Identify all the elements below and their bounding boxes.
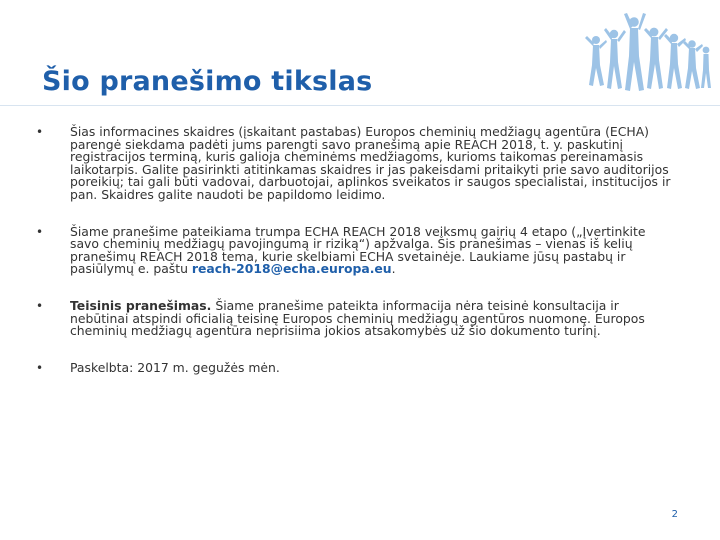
- bullet-list: [34, 126, 674, 398]
- bullet-item: [34, 297, 674, 339]
- bullet-text: Paskelbta: 2017 m. gegužės mėn.: [70, 359, 280, 375]
- bullet-dot: •: [36, 360, 44, 375]
- running-people-icon: [582, 10, 712, 100]
- title-divider: [0, 105, 720, 106]
- bullet-dot: •: [36, 125, 44, 139]
- bullet-dot: •: [36, 224, 44, 239]
- slide-title: Šio pranešimo tikslas: [42, 66, 373, 97]
- bullet-text: Šiame pranešime pateikiama trumpa ECHA REACH 2018 veiksmų gairių 4 etapo („Įvertinkite savo cheminių medžiagų pavojingumą ir riziką“) apžvalga. Šis pranešimas – vienas iš kelių pranešimų REACH 2018 tema, kurie skelbiami ECHA svetainėje. Laukiame jūsų pastabų ir pasiūlymų e. paštu: [70, 223, 646, 277]
- legal-notice-label: Teisinis pranešimas.: [70, 297, 212, 313]
- bullet-item: [34, 126, 674, 202]
- bullet-dot: •: [36, 298, 44, 313]
- page-number: 2: [671, 509, 678, 520]
- bullet-item: [34, 223, 674, 277]
- email-link[interactable]: reach-2018@echa.europa.eu: [191, 261, 392, 277]
- bullet-text-end: .: [391, 261, 396, 277]
- bullet-text: Šiame pranešime pateikta informacija nėra teisinė konsultacija ir nebūtinai atspindi oficialią teisinę Europos cheminių medžiagų agentūros nuomonę. Europos cheminių medžiagų agentūra neprisiima jokios atsakomybės už šio dokumento turinį.: [70, 297, 645, 339]
- bullet-item: [34, 359, 674, 375]
- bullet-text: Šias informacines skaidres (įskaitant pastabas) Europos cheminių medžiagų agentūra (ECHA) parengė siekdama padėti jums parengti savo pranešimą apie REACH 2018, t. y. paskutinį registracijos terminą, kuris galioja cheminėms medžiagoms, kurioms taikomas pereinamasis laikotarpis. Galite pasirinkti atitinkamas skaidres ir jas pakeisdami pritaikyti prie savo auditorijos poreikių; tai gali būti vadovai, darbuotojai, aplinkos sveikatos ir saugos specialistai, institucijos ir pan. Skaidres galite naudoti be papildomo leidimo.: [70, 124, 671, 202]
